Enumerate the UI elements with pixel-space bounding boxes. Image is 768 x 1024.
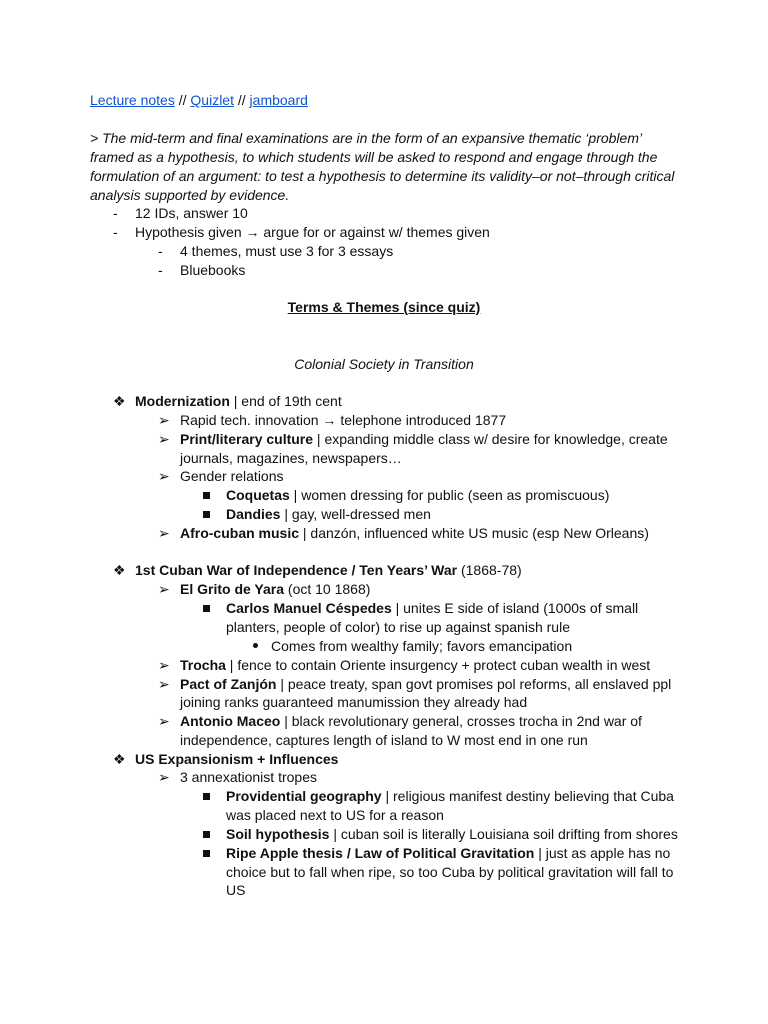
- list-item-continuation: planters, people of color) to rise up against spanish rule: [226, 619, 570, 635]
- list-item: [180, 675, 671, 694]
- list-item: [180, 656, 650, 675]
- arrow-bullet-icon: ➢: [158, 525, 170, 541]
- term: Afro-cuban music: [180, 525, 300, 541]
- term: Pact of Zanjón: [180, 676, 277, 692]
- square-bullet-icon: [203, 850, 210, 857]
- arrow-bullet-icon: ➢: [158, 431, 170, 447]
- term-desc: | peace treaty, span govt promises pol reforms, all enslaved ppl: [276, 676, 672, 692]
- term: Trocha: [180, 657, 226, 673]
- list-item: 3 annexationist tropes: [180, 769, 317, 785]
- list-item: [135, 392, 342, 411]
- term-desc: | fence to contain Oriente insurgency + protect cuban wealth in west: [225, 657, 651, 673]
- term: Print/literary culture: [180, 431, 314, 447]
- arrow-bullet-icon: ➢: [158, 581, 170, 597]
- section-heading: Terms & Themes (since quiz): [287, 299, 481, 315]
- link-separator: //: [178, 92, 187, 108]
- term: Dandies: [226, 506, 281, 522]
- square-bullet-icon: [203, 511, 210, 518]
- list-item: [180, 524, 649, 543]
- list-item: [226, 486, 609, 505]
- list-item: Hypothesis given → argue for or against w/ themes given: [135, 224, 490, 240]
- links-row: [90, 91, 308, 110]
- arrow-bullet-icon: ➢: [158, 657, 170, 673]
- dash-bullet: -: [113, 224, 118, 240]
- intro-line: framed as a hypothesis, to which students will be asked to respond and engage through the: [90, 149, 658, 165]
- list-item: [180, 430, 668, 449]
- intro-line: analysis supported by evidence.: [90, 187, 290, 203]
- list-item: [180, 712, 642, 731]
- dash-bullet: -: [158, 243, 163, 259]
- list-item-continuation: was placed next to US for a reason: [226, 807, 444, 823]
- term: Providential geography: [226, 788, 382, 804]
- term-desc: | gay, well-dressed men: [280, 506, 431, 522]
- list-item: Gender relations: [180, 468, 284, 484]
- list-item: [226, 844, 670, 863]
- term: Antonio Maceo: [180, 713, 281, 729]
- list-item: [226, 505, 431, 524]
- link-lecture-notes[interactable]: Lecture notes: [90, 92, 175, 108]
- term-desc: (1868-78): [457, 562, 522, 578]
- list-item-continuation: journals, magazines, newspapers…: [180, 450, 402, 466]
- term: El Grito de Yara: [180, 581, 285, 597]
- dash-bullet: -: [158, 262, 163, 278]
- square-bullet-icon: [203, 831, 210, 838]
- term-desc: (oct 10 1868): [284, 581, 371, 597]
- intro-line: formulation of an argument: to test a hypothesis to determine its validity–or not–through critical: [90, 168, 675, 184]
- arrow-bullet-icon: ➢: [158, 676, 170, 692]
- arrow-bullet-icon: ➢: [158, 412, 170, 428]
- link-separator: //: [237, 92, 246, 108]
- arrow-bullet-icon: ➢: [158, 769, 170, 785]
- list-item: [226, 787, 674, 806]
- list-item: [135, 561, 522, 580]
- square-bullet-icon: [203, 793, 210, 800]
- list-item-continuation: independence, captures length of island to W most end in one run: [180, 732, 588, 748]
- square-bullet-icon: [203, 605, 210, 612]
- term-desc: | women dressing for public (seen as promiscuous): [289, 487, 610, 503]
- term: Modernization: [135, 393, 230, 409]
- term: Coquetas: [226, 487, 290, 503]
- term: Soil hypothesis: [226, 826, 330, 842]
- link-quizlet[interactable]: Quizlet: [190, 92, 234, 108]
- term-desc: | just as apple has no: [534, 845, 671, 861]
- list-item-continuation: choice but to fall when ripe, so too Cuba by political gravitation will fall to: [226, 864, 674, 880]
- square-bullet-icon: [203, 492, 210, 499]
- list-item: Comes from wealthy family; favors emancipation: [271, 638, 573, 654]
- section-subheading: Colonial Society in Transition: [294, 356, 474, 372]
- intro-line: > The mid-term and final examinations are in the form of an expansive thematic ‘problem’: [90, 130, 643, 146]
- term-desc: | black revolutionary general, crosses trocha in 2nd war of: [280, 713, 642, 729]
- list-item: [226, 825, 678, 844]
- list-item: US Expansionism + Influences: [135, 751, 339, 767]
- list-item-continuation: US: [226, 882, 246, 898]
- arrow-bullet-icon: ➢: [158, 713, 170, 729]
- term-desc: | cuban soil is literally Louisiana soil drifting from shores: [329, 826, 678, 842]
- list-item-continuation: joining ranks guaranteed manumission they already had: [180, 694, 528, 710]
- list-item: Bluebooks: [180, 262, 246, 278]
- term-desc: | religious manifest destiny believing that Cuba: [381, 788, 674, 804]
- list-item: [180, 580, 370, 599]
- term-desc: | expanding middle class w/ desire for knowledge, create: [313, 431, 668, 447]
- diamond-bullet-icon: ❖: [113, 751, 126, 767]
- term: Ripe Apple thesis / Law of Political Gravitation: [226, 845, 535, 861]
- arrow-bullet-icon: ➢: [158, 468, 170, 484]
- link-jamboard[interactable]: jamboard: [249, 92, 308, 108]
- diamond-bullet-icon: ❖: [113, 393, 126, 409]
- list-item: Rapid tech. innovation → telephone introduced 1877: [180, 412, 507, 428]
- list-item: 12 IDs, answer 10: [135, 205, 248, 221]
- dash-bullet: -: [113, 205, 118, 221]
- term: Carlos Manuel Céspedes: [226, 600, 392, 616]
- list-item: [226, 599, 638, 618]
- term-desc: | unites E side of island (1000s of small: [391, 600, 639, 616]
- term: 1st Cuban War of Independence / Ten Years’ War: [135, 562, 458, 578]
- term-desc: | end of 19th cent: [229, 393, 342, 409]
- round-bullet-icon: [253, 643, 258, 648]
- term-desc: | danzón, influenced white US music (esp New Orleans): [299, 525, 649, 541]
- diamond-bullet-icon: ❖: [113, 562, 126, 578]
- list-item: 4 themes, must use 3 for 3 essays: [180, 243, 394, 259]
